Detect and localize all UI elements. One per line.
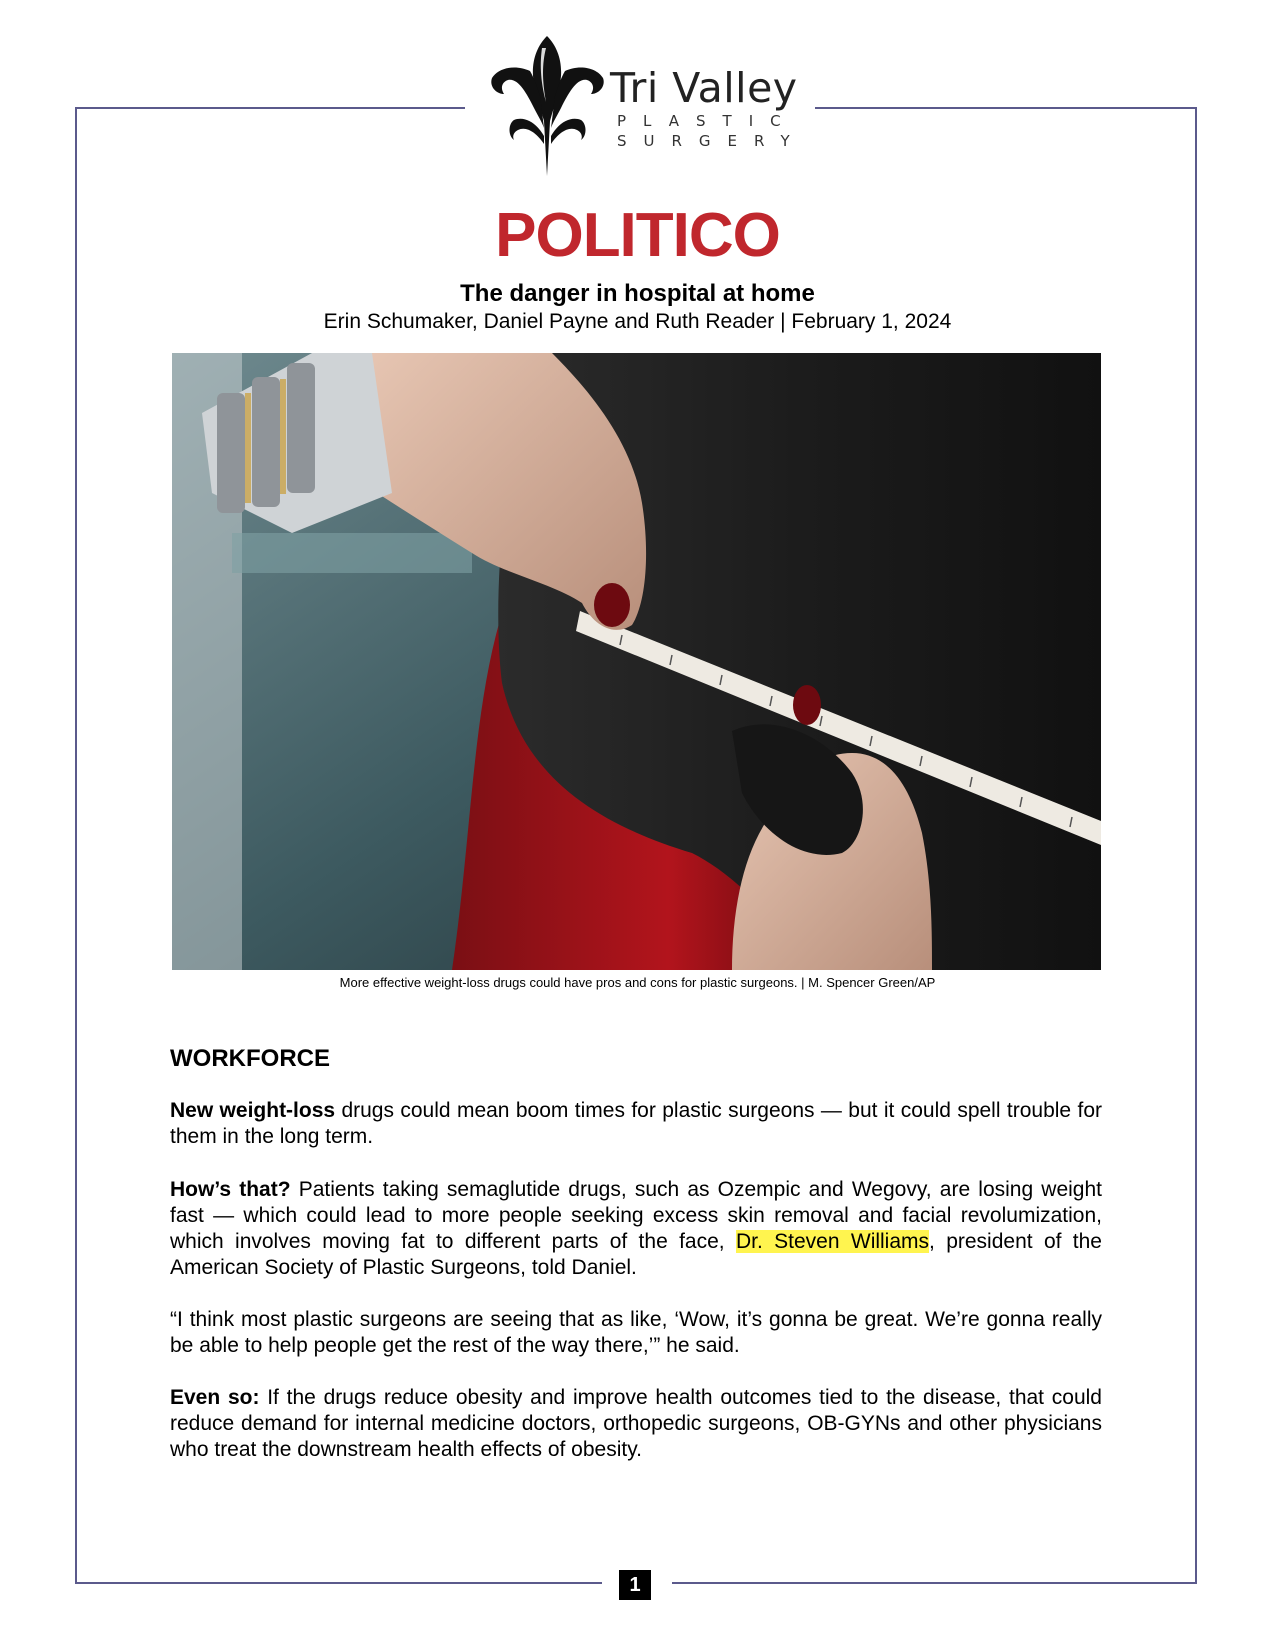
paragraph-1-lead: New weight-loss [170,1099,336,1122]
article-title: The danger in hospital at home [460,280,815,307]
highlighted-name: Dr. Steven Williams [735,1230,930,1253]
paragraph-4-lead: Even so: [170,1386,260,1409]
brand-line-2: SURGERY [617,132,807,150]
paragraph-1-text: drugs could mean boom times for plastic surgeons — but it could spell trouble for them in the long term. [170,1099,1102,1148]
paragraph-4 [170,1385,1102,1463]
tape-measure-photo-illustration [172,353,1101,970]
brand-logo [490,36,807,181]
paragraph-3 [170,1307,1102,1359]
paragraph-2 [170,1177,1102,1281]
page-number: 1 [619,1570,651,1600]
paragraph-2-text-after: , president of the American Society of Plastic Surgeons, told Daniel. [170,1230,1102,1279]
photo-caption: More effective weight-loss drugs could have pros and cons for plastic surgeons. | M. Spencer Green/AP [339,975,936,990]
paragraph-3-text: “I think most plastic surgeons are seeing that as like, ‘Wow, it’s gonna be great. We’re gonna really be able to help people get the rest of the way there,’” he said. [170,1308,1102,1357]
section-heading: WORKFORCE [170,1045,330,1072]
brand-name: Tri Valley [610,64,798,112]
brand-line-1: PLASTIC [617,112,798,130]
publication-logo: POLITICO [495,201,780,270]
paragraph-2-text-before: Patients taking semaglutide drugs, such as Ozempic and Wegovy, are losing weight fast — which could lead to more people seeking excess skin removal and facial revolumization, which involves moving fat to different parts of the face, [170,1178,1103,1253]
paragraph-4-text: If the drugs reduce obesity and improve health outcomes tied to the disease, that could reduce demand for internal medicine doctors, orthopedic surgeons, OB-GYNs and other physicians who treat the downstream health effects of obesity. [170,1386,1102,1461]
paragraph-1 [170,1098,1102,1150]
article-photo [172,353,1101,970]
paragraph-2-lead: How’s that? [170,1178,291,1201]
fleur-de-lis-icon [490,36,605,181]
article-byline: Erin Schumaker, Daniel Payne and Ruth Reader | February 1, 2024 [323,310,952,333]
